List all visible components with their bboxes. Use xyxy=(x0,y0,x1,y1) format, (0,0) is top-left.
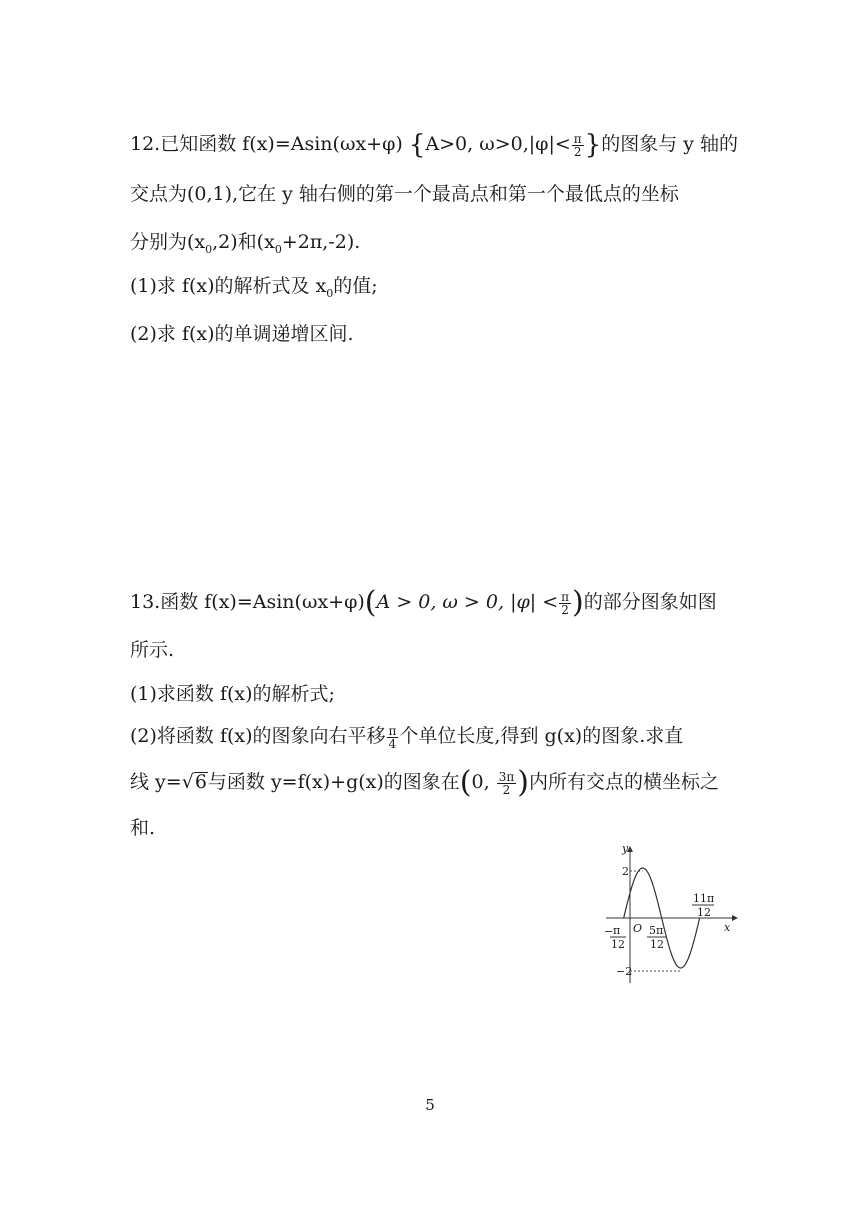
interval-left-paren: ( xyxy=(459,765,472,800)
p12-number: 12. xyxy=(130,133,161,155)
p12-line3 xyxy=(130,230,360,262)
page-number: 5 xyxy=(425,1096,435,1114)
p13-question2-line1 xyxy=(130,724,683,750)
left-brace: { xyxy=(408,130,426,160)
tick-5-num: 5π xyxy=(649,924,664,937)
p12-frac-num: π xyxy=(573,131,582,146)
p13-interval-left: 0, xyxy=(471,771,490,793)
p13-pi-over-4 xyxy=(387,725,399,750)
p12-pi-over-2 xyxy=(572,133,584,158)
p13-interval-num: 3π xyxy=(498,769,515,784)
p12-q1-sub0: 0 xyxy=(326,286,334,300)
p13-question2-line2 xyxy=(130,765,719,800)
tick-11-num: 11π xyxy=(693,892,715,905)
p12-frac-den: 2 xyxy=(573,144,582,159)
p12-q1-b: 的值; xyxy=(333,275,378,297)
p13-q2-frac-den: 4 xyxy=(388,736,397,751)
x-axis-arrow xyxy=(732,915,738,921)
p12-sub0-a: 0 xyxy=(205,242,213,256)
tick-neg-den: 12 xyxy=(611,938,625,951)
y-axis-label: y xyxy=(622,842,629,855)
right-brace: } xyxy=(584,130,602,160)
left-paren: ( xyxy=(364,585,377,620)
y-min-label: −2 xyxy=(616,965,633,978)
p13-3pi-over-2 xyxy=(497,771,517,796)
p13-q2-line2-a: 线 y= xyxy=(130,771,182,793)
p12-condition: A>0, ω>0,|φ|< xyxy=(425,133,571,155)
p12-line1 xyxy=(130,132,738,158)
tick-neg-minus: − xyxy=(604,925,614,938)
tick-11-den: 12 xyxy=(697,906,711,919)
p12-line3-a: 分别为(x xyxy=(130,231,206,253)
sine-graph-figure xyxy=(600,838,740,988)
p13-q2-line2-b: 与函数 y=f(x)+g(x)的图象在 xyxy=(207,771,460,793)
p13-frac-num: π xyxy=(561,589,570,604)
p13-question2-line3: 和. xyxy=(130,817,156,839)
p13-q2-frac-num: π xyxy=(388,723,397,738)
x-axis-label: x xyxy=(724,921,731,934)
p12-line3-b: ,2)和(x xyxy=(212,231,275,253)
y-max-label: 2 xyxy=(622,865,629,878)
p13-frac-den: 2 xyxy=(561,602,569,617)
p13-sqrt6: 6 xyxy=(194,771,207,793)
p12-question1 xyxy=(130,274,378,306)
p12-question2: (2)求 f(x)的单调递增区间. xyxy=(130,323,354,345)
p13-number: 13. xyxy=(130,591,161,613)
p12-text-a: 已知函数 f(x)=Asin(ωx+φ) xyxy=(160,133,403,155)
p13-text-a: 函数 f(x)=Asin(ωx+φ) xyxy=(160,591,365,613)
p13-line2: 所示. xyxy=(130,639,175,661)
p13-q2-b: 个单位长度,得到 g(x)的图象.求直 xyxy=(399,725,684,747)
p12-line2: 交点为(0,1),它在 y 轴右侧的第一个最高点和第一个最低点的坐标 xyxy=(130,183,679,205)
p12-q1-a: (1)求 f(x)的解析式及 x xyxy=(130,275,327,297)
right-paren: ) xyxy=(572,585,584,620)
p13-text-b: 的部分图象如图 xyxy=(583,591,717,613)
p13-condition: A > 0, ω > 0, |φ| < xyxy=(376,591,559,613)
p12-sub0-b: 0 xyxy=(274,242,282,256)
tick-neg-num: π xyxy=(613,924,621,937)
origin-label: O xyxy=(633,922,643,935)
p12-line3-c: +2π,-2). xyxy=(281,231,361,253)
tick-5-den: 12 xyxy=(650,938,664,951)
p13-interval-den: 2 xyxy=(502,782,511,797)
p12-text-b: 的图象与 y 轴的 xyxy=(601,133,739,155)
p13-q2-line2-c: 内所有交点的横坐标之 xyxy=(528,771,719,793)
p13-q2-a: (2)将函数 f(x)的图象向右平移 xyxy=(130,725,386,747)
p13-line1 xyxy=(130,585,717,620)
interval-right-paren: ) xyxy=(517,765,529,800)
p13-question1: (1)求函数 f(x)的解析式; xyxy=(130,683,335,705)
p13-pi-over-2 xyxy=(559,591,571,616)
sqrt-sign: √ xyxy=(181,771,194,793)
